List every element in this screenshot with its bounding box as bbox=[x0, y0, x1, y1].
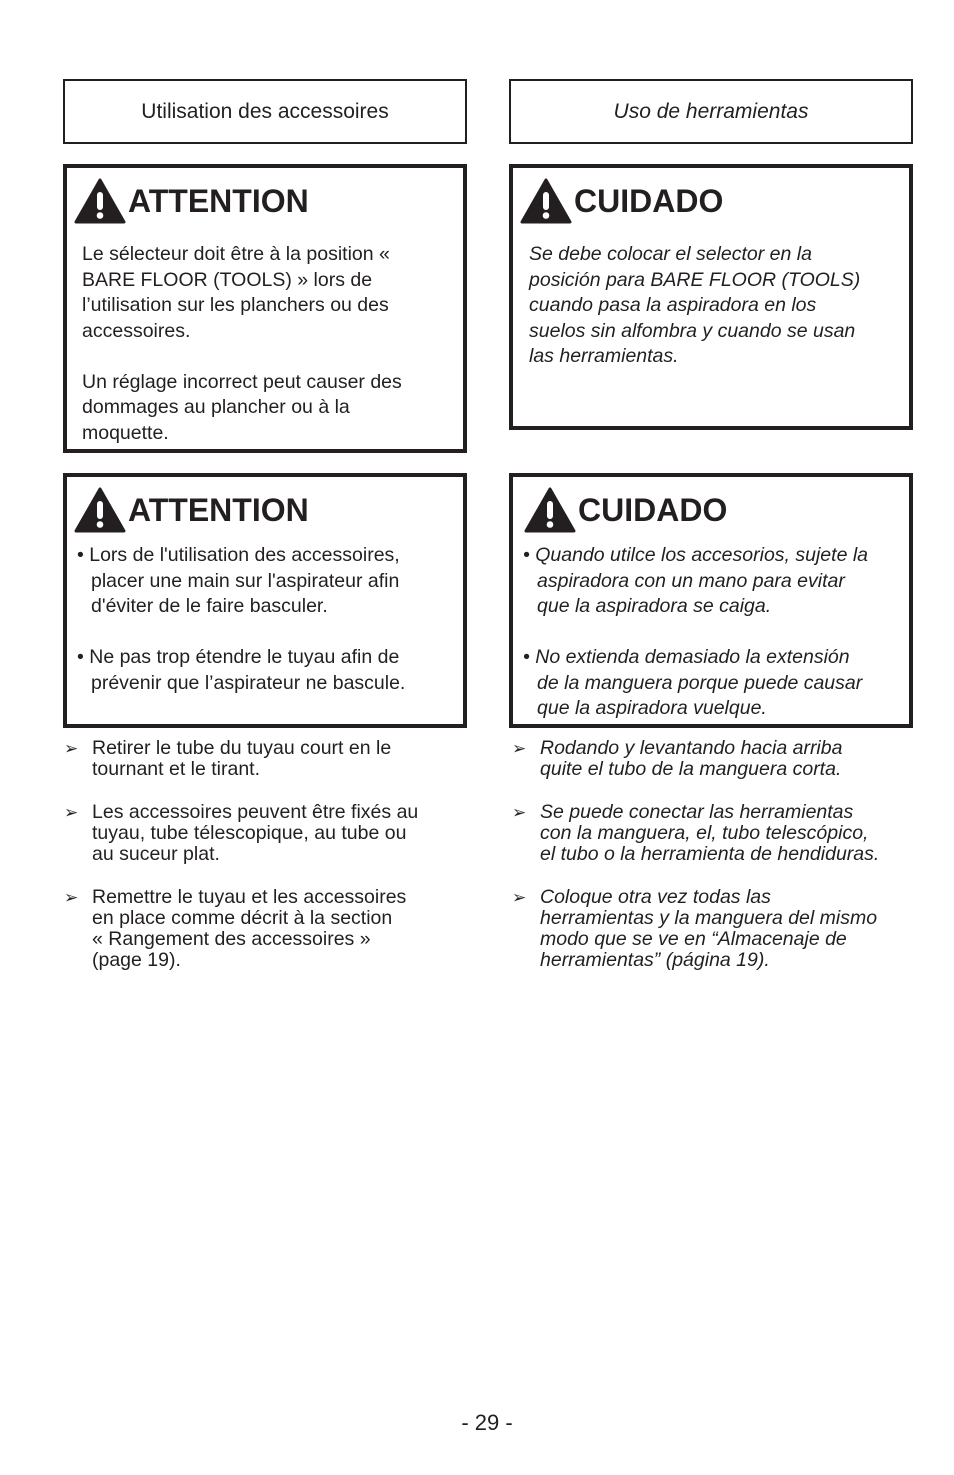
body-line: Un réglage incorrect peut causer des bbox=[82, 370, 402, 393]
body-line: • No extienda demasiado la extensión bbox=[523, 646, 850, 668]
body-line: moquette. bbox=[82, 421, 169, 444]
body-line: prévenir que l’aspirateur ne bascule. bbox=[91, 671, 406, 694]
step-line: Retirer le tube du tuyau court en le bbox=[92, 737, 392, 759]
body-line: aspiradora con un mano para evitar bbox=[537, 569, 845, 592]
list-item bbox=[64, 887, 464, 971]
arrow-bullet-icon: ➢ bbox=[64, 888, 79, 907]
body-line: posición para BARE FLOOR (TOOLS) bbox=[529, 268, 861, 291]
body-line: cuando pasa la aspiradora en los bbox=[529, 294, 817, 316]
step-line: el tubo o la herramienta de hendiduras. bbox=[540, 843, 880, 865]
arrow-bullet-icon: ➢ bbox=[64, 739, 79, 758]
step-line: Rodando y levantando hacia arriba bbox=[540, 737, 843, 759]
list-item bbox=[64, 738, 464, 780]
step-line: Se puede conectar las herramientas bbox=[540, 801, 854, 823]
warning-box-es-2 bbox=[509, 473, 913, 728]
body-line: • Lors de l'utilisation des accessoires, bbox=[77, 544, 400, 566]
step-line: Remettre le tuyau et les accessoires bbox=[92, 886, 407, 908]
steps-list-fr bbox=[64, 738, 464, 993]
body-line: que la aspiradora se caiga. bbox=[537, 595, 772, 617]
list-item bbox=[512, 887, 922, 971]
body-line: dommages au plancher ou à la bbox=[82, 396, 350, 418]
warning-triangle-icon bbox=[74, 487, 126, 533]
body-line: Le sélecteur doit être à la position « bbox=[82, 243, 390, 265]
arrow-bullet-icon: ➢ bbox=[64, 803, 79, 822]
step-line: quite el tubo de la manguera corta. bbox=[540, 758, 842, 780]
warning-triangle-icon bbox=[524, 487, 576, 533]
step-line: herramientas” (página 19). bbox=[540, 949, 770, 971]
body-line: BARE FLOOR (TOOLS) » lors de bbox=[82, 268, 373, 291]
body-line: • Quando utilce los accesorios, sujete la bbox=[523, 544, 869, 566]
warning-title-text: ATTENTION bbox=[128, 183, 309, 219]
step-line: au suceur plat. bbox=[92, 843, 220, 865]
step-line: modo que se ve en “Almacenaje de bbox=[540, 928, 847, 950]
body-line: d'éviter de le faire basculer. bbox=[91, 595, 328, 617]
page-number: - 29 - bbox=[461, 1410, 513, 1435]
body-line: accessoires. bbox=[82, 319, 191, 342]
arrow-bullet-icon: ➢ bbox=[512, 739, 527, 758]
step-line: con la manguera, el, tubo telescópico, bbox=[540, 822, 869, 844]
step-line: Coloque otra vez todas las bbox=[540, 886, 771, 908]
warning-body-fr-1 bbox=[82, 242, 402, 446]
warning-body-es-2 bbox=[523, 543, 868, 722]
body-line: l’utilisation sur les planchers ou des bbox=[82, 294, 389, 316]
step-line: « Rangement des accessoires » bbox=[92, 928, 371, 950]
body-line: • Ne pas trop étendre le tuyau afin de bbox=[77, 646, 400, 668]
body-line: que la aspiradora vuelque. bbox=[537, 697, 767, 719]
warning-title-text: CUIDADO bbox=[574, 183, 724, 219]
step-line: (page 19). bbox=[92, 949, 181, 971]
body-line: Se debe colocar el selector en la bbox=[529, 243, 812, 265]
warning-box-fr-1 bbox=[63, 164, 467, 453]
list-item bbox=[512, 738, 922, 780]
warning-box-es-1 bbox=[509, 164, 913, 430]
body-line: las herramientas. bbox=[529, 345, 679, 367]
warning-title-text: ATTENTION bbox=[128, 492, 309, 528]
list-item bbox=[64, 802, 464, 865]
list-item bbox=[512, 802, 922, 865]
step-line: tournant et le tirant. bbox=[92, 758, 261, 780]
section-header-es bbox=[509, 79, 913, 144]
warning-box-fr-2 bbox=[63, 473, 467, 728]
section-header-fr-text: Utilisation des accessoires bbox=[141, 99, 389, 123]
warning-body-es-1 bbox=[529, 242, 860, 370]
section-header-fr bbox=[63, 79, 467, 144]
section-header-es-text: Uso de herramientas bbox=[613, 99, 809, 123]
warning-title-text: CUIDADO bbox=[578, 492, 728, 528]
warning-title-fr-2 bbox=[74, 487, 309, 533]
warning-title-es-1 bbox=[520, 178, 723, 224]
body-line: de la manguera porque puede causar bbox=[537, 671, 863, 694]
warning-triangle-icon bbox=[74, 178, 126, 224]
warning-title-es-2 bbox=[524, 487, 727, 533]
arrow-bullet-icon: ➢ bbox=[512, 803, 527, 822]
step-line: en place comme décrit à la section bbox=[92, 907, 393, 929]
warning-body-fr-2 bbox=[77, 543, 405, 696]
arrow-bullet-icon: ➢ bbox=[512, 888, 527, 907]
step-line: Les accessoires peuvent être fixés au bbox=[92, 801, 419, 823]
body-line: placer une main sur l'aspirateur afin bbox=[91, 569, 400, 592]
warning-title-fr-1 bbox=[74, 178, 309, 224]
steps-list-es bbox=[512, 738, 922, 993]
body-line: suelos sin alfombra y cuando se usan bbox=[529, 319, 856, 342]
warning-triangle-icon bbox=[520, 178, 572, 224]
step-line: herramientas y la manguera del mismo bbox=[540, 907, 878, 929]
step-line: tuyau, tube télescopique, au tube ou bbox=[92, 822, 407, 844]
